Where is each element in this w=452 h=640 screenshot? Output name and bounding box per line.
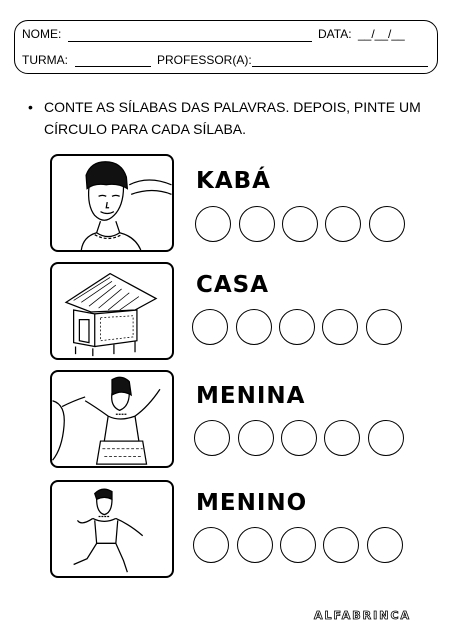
- instruction: [28, 96, 428, 140]
- syllable-circle[interactable]: [194, 420, 230, 456]
- data-label: DATA:: [318, 27, 352, 41]
- word-casa: CASA: [196, 272, 270, 298]
- dancing-boy-illustration: [50, 480, 174, 578]
- professor-label: PROFESSOR(A):: [157, 53, 252, 67]
- syllable-circle[interactable]: [192, 309, 228, 345]
- syllable-circle[interactable]: [367, 527, 403, 563]
- turma-field[interactable]: [75, 66, 151, 67]
- brand-logo-text: ALFABRINCA: [314, 609, 412, 622]
- instruction-line-1: CONTE AS SÍLABAS DAS PALAVRAS. DEPOIS, PINTE UM: [44, 99, 421, 115]
- nome-label: NOME:: [22, 27, 62, 41]
- professor-field[interactable]: [252, 66, 428, 67]
- girl-portrait-illustration: [50, 154, 174, 252]
- word-kaba: KABÁ: [196, 168, 271, 194]
- turma-label: TURMA:: [22, 53, 68, 67]
- syllable-circle[interactable]: [239, 206, 275, 242]
- syllable-circle[interactable]: [280, 527, 316, 563]
- word-menina: MENINA: [196, 383, 306, 409]
- syllable-circle[interactable]: [282, 206, 318, 242]
- syllable-circle[interactable]: [322, 309, 358, 345]
- syllable-circle[interactable]: [279, 309, 315, 345]
- syllable-circle[interactable]: [236, 309, 272, 345]
- syllable-circle[interactable]: [368, 420, 404, 456]
- bullet: •: [28, 99, 33, 115]
- data-field[interactable]: __/__/__: [358, 27, 405, 41]
- syllable-circle[interactable]: [325, 206, 361, 242]
- dancing-girl-illustration: [50, 370, 174, 468]
- syllable-circle[interactable]: [237, 527, 273, 563]
- instruction-line-2: CÍRCULO PARA CADA SÍLABA.: [44, 121, 247, 137]
- syllable-circle[interactable]: [366, 309, 402, 345]
- syllable-circle[interactable]: [281, 420, 317, 456]
- syllable-circle[interactable]: [238, 420, 274, 456]
- syllable-circle[interactable]: [323, 527, 359, 563]
- hut-illustration: [50, 262, 174, 360]
- syllable-circle[interactable]: [195, 206, 231, 242]
- nome-field[interactable]: [68, 41, 312, 42]
- syllable-circle[interactable]: [324, 420, 360, 456]
- syllable-circle[interactable]: [193, 527, 229, 563]
- word-menino: MENINO: [196, 490, 308, 516]
- syllable-circle[interactable]: [369, 206, 405, 242]
